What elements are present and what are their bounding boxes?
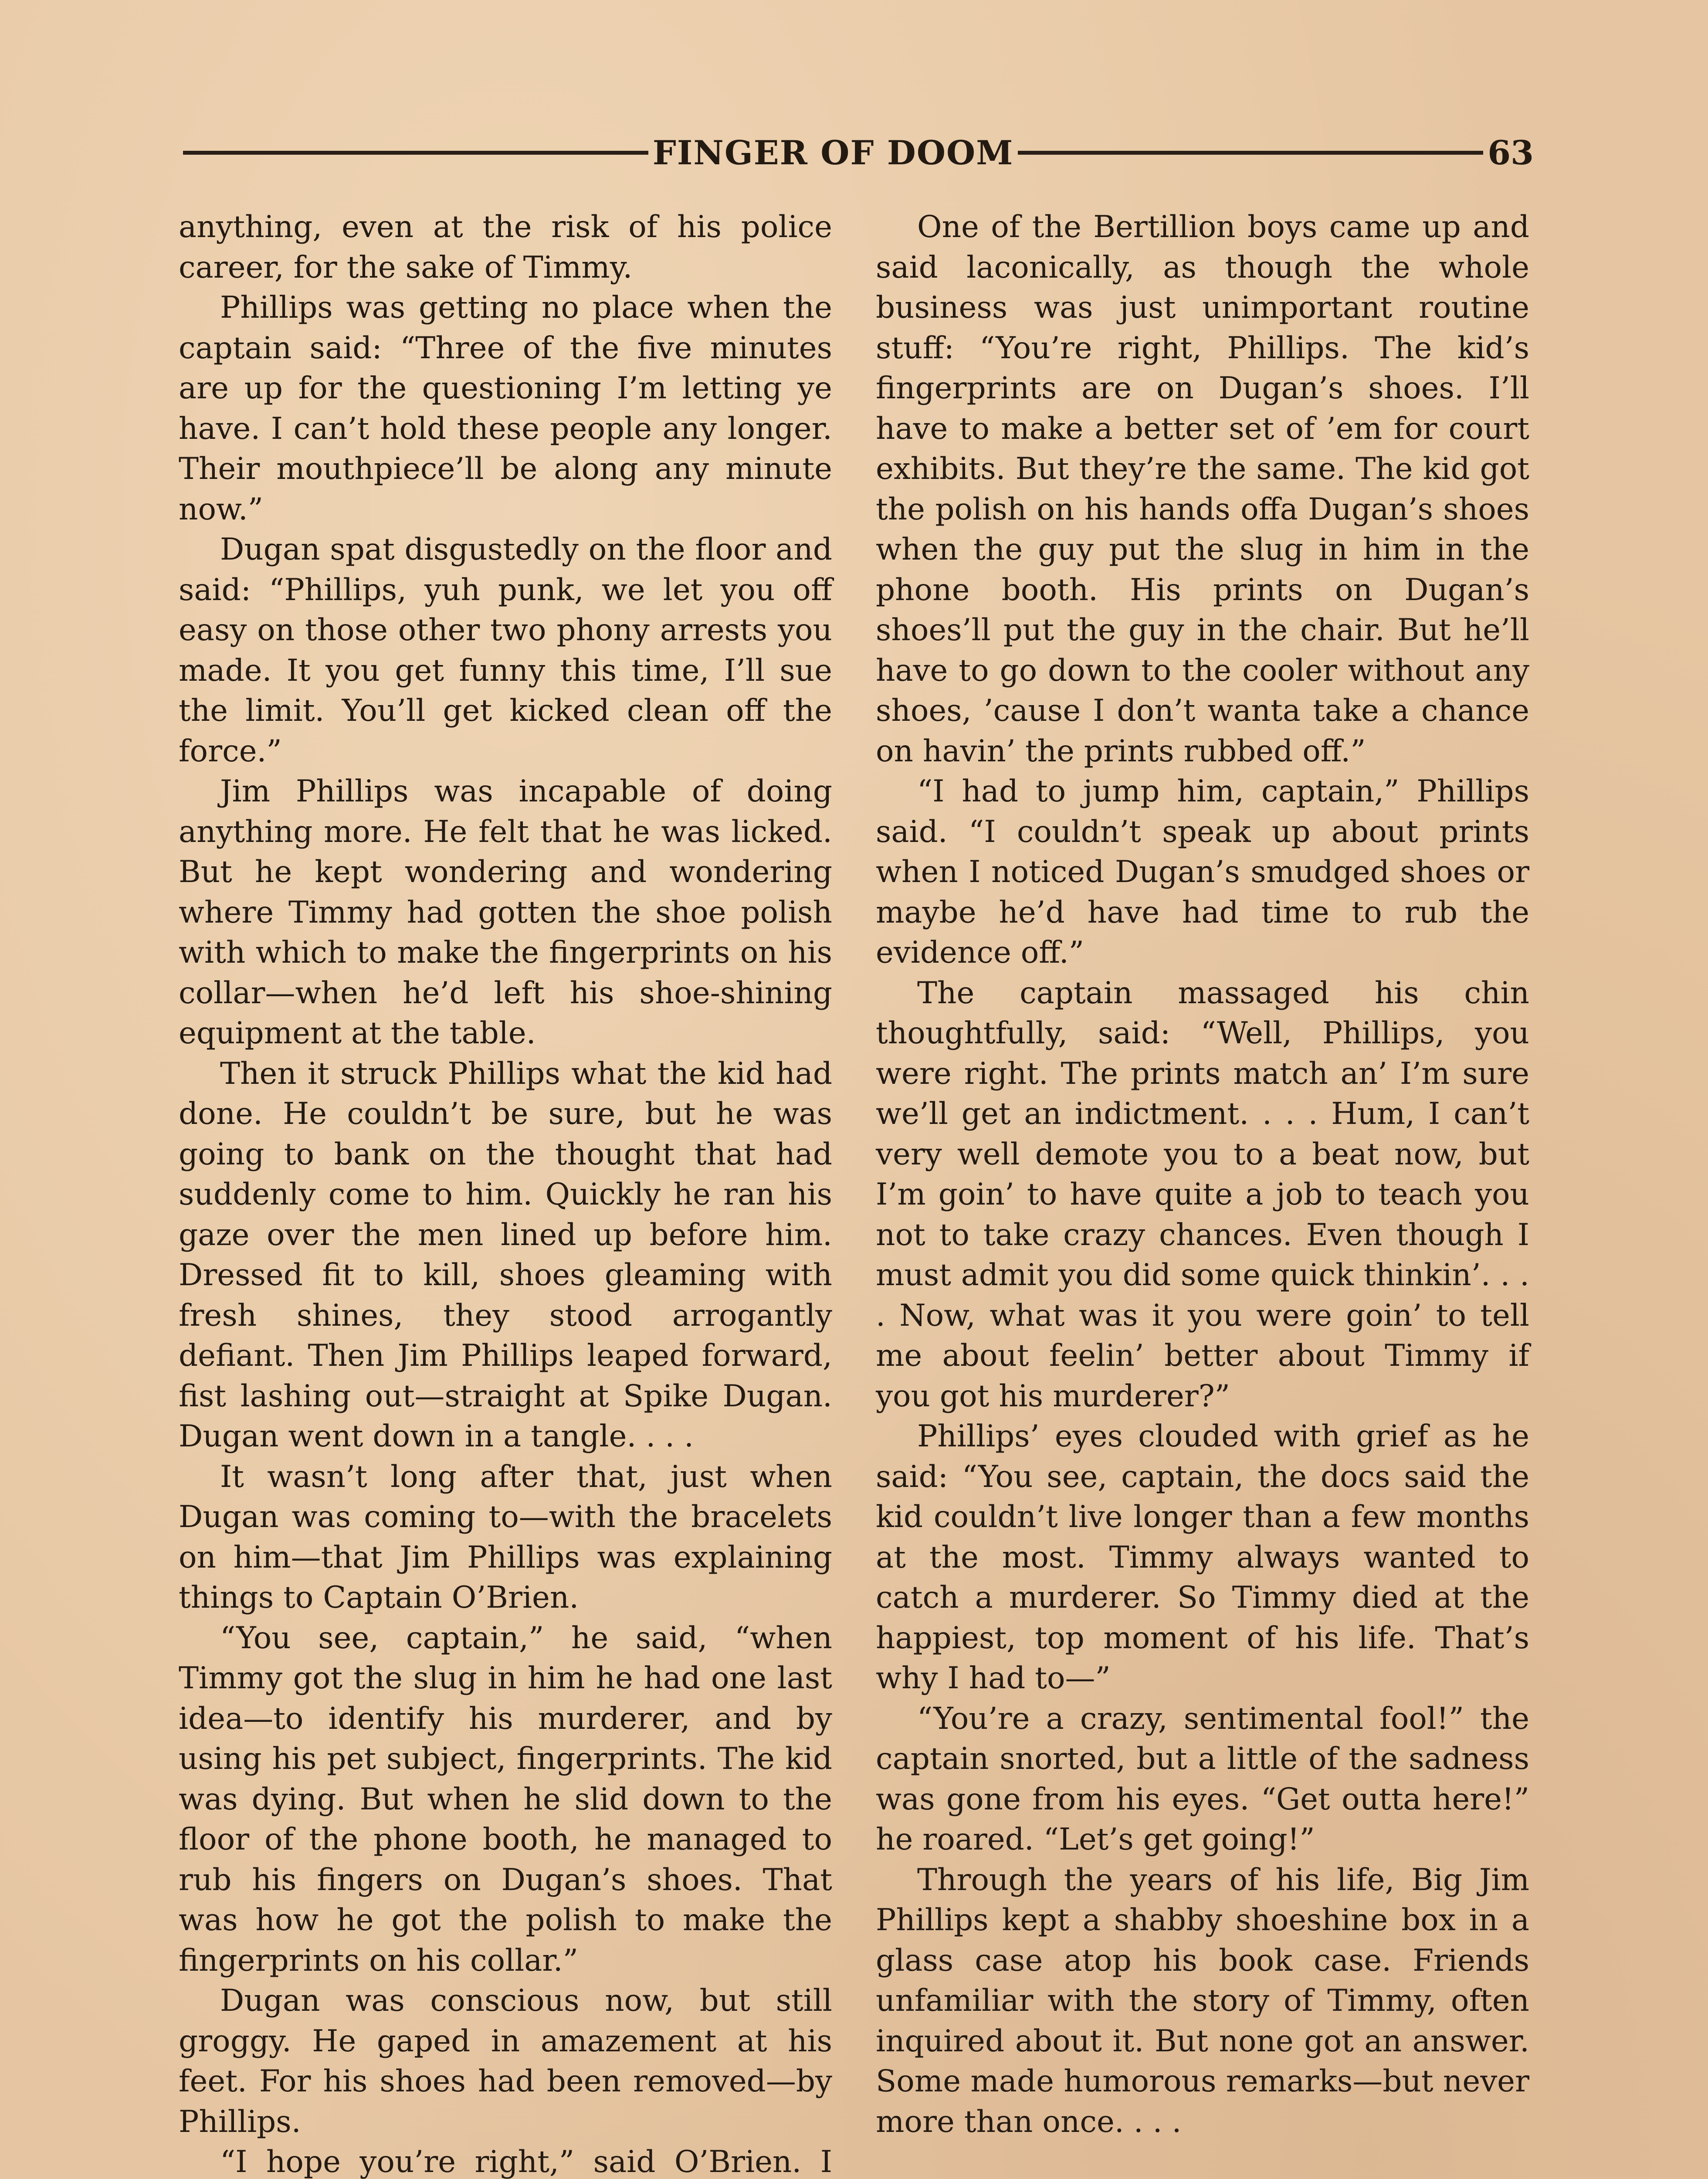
- paragraph: Through the years of his life, Big Jim Phillips kept a shabby shoeshine box in a glass case atop his book case. Friends unfamiliar with the story of Timmy, often inquired about it. But none got an answer. Some made humorous remarks—but never more than once. . . .: [876, 1862, 1529, 2139]
- running-title: FINGER OF DOOM: [652, 133, 1014, 172]
- page-number: 63: [1488, 133, 1534, 172]
- paragraph: Dugan was conscious now, but still groggy. He gaped in amazement at his feet. For his shoes had been removed—by Phillips.: [179, 1983, 832, 2139]
- paragraph: The captain massaged his chin thoughtfully, said: “Well, Phillips, you were right. The prints match an’ I’m sure we’ll get an indictment. . . . Hum, I can’t very well demote you to a beat now, but I’m goin’ to have quite a job to teach you not to take crazy chances. Even though I must admit you did some quick thinkin’. . . . Now, what was it you were goin’ to tell me about feelin’ better about Timmy if you got his murderer?”: [876, 975, 1529, 1414]
- paragraph: Dugan spat disgustedly on the floor and said: “Phillips, yuh punk, we let you off easy on those other two phony arrests you made. It you get funny this time, I’ll sue the limit. You’ll get kicked clean off the force.”: [179, 532, 832, 769]
- paragraph: Phillips was getting no place when the captain said: “Three of the five minutes are up for the questioning I’m letting ye have. I can’t hold these people any longer. Their mouthpiece’ll be along any minute now.”: [179, 290, 832, 527]
- paragraph: Jim Phillips was incapable of doing anything more. He felt that he was licked. But he kept wondering and wondering where Timmy had gotten the shoe polish with which to make the fingerprints on his collar—when he’d left his shoe-shining equipment at the table.: [179, 774, 832, 1051]
- paragraph: One of the Bertillion boys came up and said laconically, as though the whole business was just unimportant routine stuff: “You’re right, Phillips. The kid’s fingerprints are on Dugan’s shoes. I’ll have to make a better set of ’em for court exhibits. But they’re the same. The kid got the polish on his hands offa Dugan’s shoes when the guy put the slug in him in the phone booth. His prints on Dugan’s shoes’ll put the guy in the chair. But he’ll have to go down to the cooler without any shoes, ’cause I don’t wanta take a chance on havin’ the prints rubbed off.”: [876, 210, 1529, 769]
- paragraph: “I hope you’re right,” said O’Brien. I: [220, 2145, 832, 2179]
- paragraph: It wasn’t long after that, just when Dugan was coming to—with the bracelets on him—that Jim Phillips was explaining things to Captain O’Brien.: [179, 1459, 832, 1615]
- header-rule-left: [183, 151, 648, 155]
- paragraph: “I had to jump him, captain,” Phillips said. “I couldn’t speak up about prints when I noticed Dugan’s smudged shoes or maybe he’d have had time to rub the evidence off.”: [876, 774, 1529, 970]
- left-column: [179, 207, 832, 2179]
- header-rule-right: [1018, 151, 1483, 155]
- paragraph: “You see, captain,” he said, “when Timmy got the slug in him he had one last idea—to identify his murderer, and by using his pet subject, fingerprints. The kid was dying. But when he slid down to the floor of the phone booth, he managed to rub his fingers on Dugan’s shoes. That was how he got the polish to make the fingerprints on his collar.”: [179, 1620, 832, 1978]
- right-column: [876, 207, 1529, 2142]
- paragraph: Then it struck Phillips what the kid had done. He couldn’t be sure, but he was going to bank on the thought that had suddenly come to him. Quickly he ran his gaze over the men lined up before him. Dressed fit to kill, shoes gleaming with fresh shines, they stood arrogantly defiant. Then Jim Phillips leaped forward, fist lashing out—straight at Spike Dugan. Dugan went down in a tangle. . . .: [179, 1056, 832, 1454]
- paragraph: Phillips’ eyes clouded with grief as he said: “You see, captain, the docs said the kid couldn’t live longer than a few months at the most. Timmy always wanted to catch a murderer. So Timmy died at the happiest, top moment of his life. That’s why I had to—”: [876, 1419, 1529, 1696]
- paragraph: “You’re a crazy, sentimental fool!” the captain snorted, but a little of the sadness was gone from his eyes. “Get outta here!” he roared. “Let’s get going!”: [876, 1701, 1529, 1857]
- paragraph: anything, even at the risk of his police career, for the sake of Timmy.: [179, 210, 832, 285]
- running-header: [183, 126, 1534, 179]
